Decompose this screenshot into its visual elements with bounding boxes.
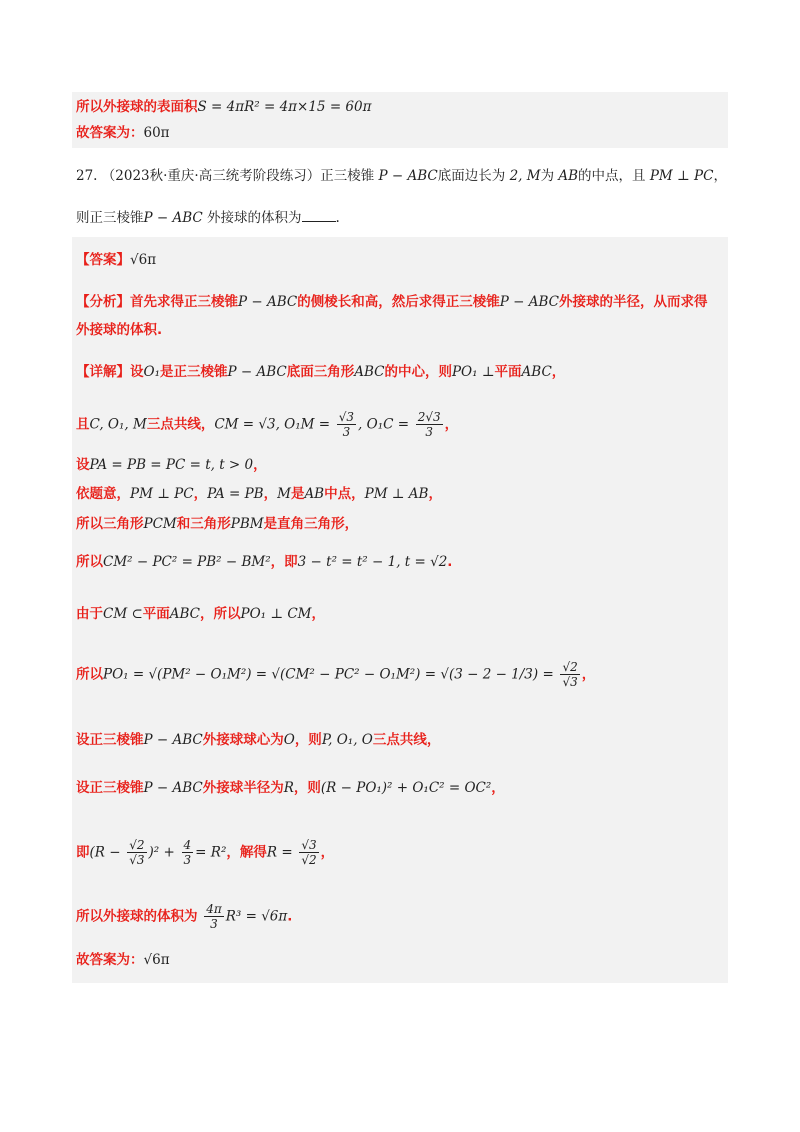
detail-text: 设 [130, 364, 144, 380]
detail-text: . [287, 908, 293, 925]
detail-math: PM ⊥ AB [364, 486, 429, 502]
detail-text: 即 [76, 844, 90, 861]
detail-text: 外接球球心为 [202, 732, 284, 748]
surface-area-line [76, 97, 371, 117]
detail-text: 平面 [494, 364, 522, 380]
analysis-line-1 [76, 292, 707, 312]
detail-text: 是直角三角形， [263, 516, 359, 532]
detail-tag: 【详解】 [76, 364, 130, 380]
fraction-num: √3 [338, 410, 355, 424]
detail-text: 所以 [76, 666, 103, 683]
detail-math: PBM [230, 516, 264, 532]
fraction-den: √2 [301, 853, 317, 867]
fraction-num: 4 [183, 838, 192, 852]
detail-text: ， [320, 844, 335, 861]
detail-math: R [283, 780, 294, 796]
fraction-num: 4π [206, 902, 222, 916]
detail-text: ， [193, 486, 208, 502]
fraction-num: √2 [562, 660, 578, 674]
detail-math: O [283, 732, 295, 748]
detail-math: P, O₁, O [321, 732, 373, 748]
analysis-text: 首先求得正三棱锥 [130, 294, 238, 310]
detail-math: P − ABC [143, 780, 203, 796]
detail-text: ， [253, 457, 267, 473]
question-math: AB [558, 168, 579, 184]
answer-line [76, 250, 156, 270]
question-text: 则正三棱锥 [76, 210, 144, 226]
detail-text: 底面三角形 [286, 364, 355, 380]
detail-line-2 [76, 410, 458, 439]
fraction [204, 902, 224, 931]
top-answer-line [76, 123, 170, 143]
question-line-1 [76, 166, 727, 186]
fraction [560, 660, 579, 689]
detail-text: ， [428, 486, 442, 502]
detail-line-5 [76, 514, 358, 534]
detail-line-12 [76, 902, 292, 931]
detail-math: )² + [148, 844, 175, 861]
question-math: 2, M [509, 168, 541, 184]
detail-text: ，解得 [226, 844, 267, 861]
fraction [337, 410, 356, 439]
detail-line-1 [76, 362, 565, 382]
detail-math: PM ⊥ PC [130, 486, 194, 502]
detail-math: (R − [89, 844, 121, 861]
answer-tag: 【答案】 [76, 252, 130, 268]
detail-text: 设正三棱锥 [76, 780, 144, 796]
analysis-text: 外接球的体积. [76, 322, 163, 338]
fraction-den: √3 [562, 675, 578, 689]
detail-text: 所以 [76, 554, 103, 570]
fraction-num: 2√3 [417, 410, 441, 424]
detail-text: ，则 [293, 780, 321, 796]
fraction-den: 3 [342, 425, 351, 439]
fraction-den: 3 [210, 917, 218, 931]
detail-text: ， [581, 666, 596, 683]
fraction [182, 838, 194, 867]
question-text: 为 [540, 168, 555, 184]
analysis-line-2 [76, 320, 162, 340]
detail-math: R³ = √6π [225, 908, 288, 925]
detail-math: CM = √3, O₁M = [214, 416, 331, 433]
final-answer-value: √6π [143, 952, 170, 968]
detail-text: 由于 [76, 606, 103, 622]
answer-blank [302, 211, 336, 222]
analysis-text: 外接球的半径，从而求得 [558, 294, 708, 310]
question-text: 外接球的体积为 [207, 210, 302, 226]
question-text: ， [713, 168, 727, 184]
fraction [127, 838, 146, 867]
final-answer-label: 故答案为： [76, 952, 144, 968]
detail-math: R = [266, 844, 293, 861]
question-text: 的中点，且 [578, 168, 646, 184]
analysis-tag: 【分析】 [76, 294, 130, 310]
fraction [416, 410, 443, 439]
detail-text: ， [263, 486, 278, 502]
detail-math: C, O₁, M [89, 416, 147, 433]
detail-math: PA = PB = PC = t, t > 0 [89, 457, 254, 473]
detail-text: 的中心，则 [384, 364, 452, 380]
detail-text: 外接球半径为 [202, 780, 284, 796]
detail-text: ， [491, 780, 505, 796]
detail-line-3 [76, 455, 267, 475]
fraction-den: 3 [425, 425, 434, 439]
answer-label: 故答案为： [76, 125, 144, 141]
question-number: 27. [76, 168, 98, 184]
detail-text: 所以外接球的体积为 [76, 908, 198, 925]
question-text: 底面边长为 [437, 168, 506, 184]
detail-math: PCM [143, 516, 177, 532]
detail-text: ， [551, 364, 566, 380]
surface-formula: S = 4πR² = 4π×15 = 60π [197, 99, 372, 115]
detail-text: 中点， [324, 486, 365, 502]
detail-math: M [277, 486, 291, 502]
detail-text: 设正三棱锥 [76, 732, 144, 748]
detail-text: ， [311, 606, 326, 622]
fraction-num: √3 [301, 838, 317, 852]
answer-value: √6π [130, 252, 157, 268]
detail-line-4 [76, 484, 442, 504]
detail-math: AB [304, 486, 325, 502]
fraction-den: √3 [129, 853, 145, 867]
detail-text: ，即 [270, 554, 298, 570]
question-pyramid: P − ABC [378, 168, 438, 184]
detail-text: 三点共线， [146, 416, 215, 433]
detail-text: 设 [76, 457, 90, 473]
surface-label: 所以外接球的表面积 [76, 99, 198, 115]
question-line-2 [76, 208, 340, 228]
detail-text: 平面 [142, 606, 170, 622]
detail-math: = R² [195, 844, 227, 861]
question-pyramid: P − ABC [143, 210, 203, 226]
detail-math: P − ABC [227, 364, 287, 380]
detail-text: ，所以 [200, 606, 241, 622]
detail-math: P − ABC [143, 732, 203, 748]
detail-math: PO₁ ⊥ [451, 364, 495, 380]
detail-line-8 [76, 660, 595, 689]
detail-math: PO₁ ⊥ CM [240, 606, 312, 622]
detail-text: . [447, 554, 453, 570]
question-source: （2023秋·重庆·高三统考阶段练习）正三棱锥 [101, 168, 375, 184]
detail-text: 且 [76, 416, 90, 433]
question-text: . [335, 210, 340, 226]
detail-math: ABC [521, 364, 552, 380]
detail-line-6 [76, 552, 452, 572]
detail-text: 是 [290, 486, 305, 502]
detail-math: ABC [169, 606, 201, 622]
detail-math: (R − PO₁)² + O₁C² = OC² [320, 780, 492, 796]
final-answer-line [76, 950, 170, 970]
detail-text: 依题意， [76, 486, 130, 502]
detail-math: 3 − t² = t² − 1, t = √2 [297, 554, 448, 570]
detail-text: 所以三角形 [76, 516, 144, 532]
detail-line-11 [76, 838, 334, 867]
detail-math: , O₁C = [358, 416, 410, 433]
detail-math: PA = PB [207, 486, 264, 502]
analysis-text: 的侧棱长和高，然后求得正三棱锥 [297, 294, 500, 310]
detail-text: ， [444, 416, 459, 433]
detail-math: O₁ [143, 364, 160, 380]
detail-text: ，则 [294, 732, 322, 748]
detail-text: 三点共线， [372, 732, 441, 748]
pyramid-math: P − ABC [499, 294, 559, 310]
answer-value: 60π [143, 125, 170, 141]
detail-line-9 [76, 730, 440, 750]
detail-math: CM² − PC² = PB² − BM² [103, 554, 271, 570]
question-math: PM ⊥ PC [649, 168, 714, 184]
detail-line-7 [76, 604, 325, 624]
detail-math: PO₁ = √(PM² − O₁M²) = √(CM² − PC² − O₁M²) = √(3 − 2 − 1/3) = [103, 666, 554, 683]
detail-text: 是正三棱锥 [159, 364, 228, 380]
fraction-num: √2 [129, 838, 145, 852]
pyramid-math: P − ABC [238, 294, 298, 310]
detail-line-10 [76, 778, 505, 798]
detail-text: 和三角形 [176, 516, 231, 532]
detail-math: ABC [354, 364, 385, 380]
fraction-den: 3 [183, 853, 192, 867]
detail-math: CM ⊂ [103, 606, 143, 622]
fraction [299, 838, 318, 867]
